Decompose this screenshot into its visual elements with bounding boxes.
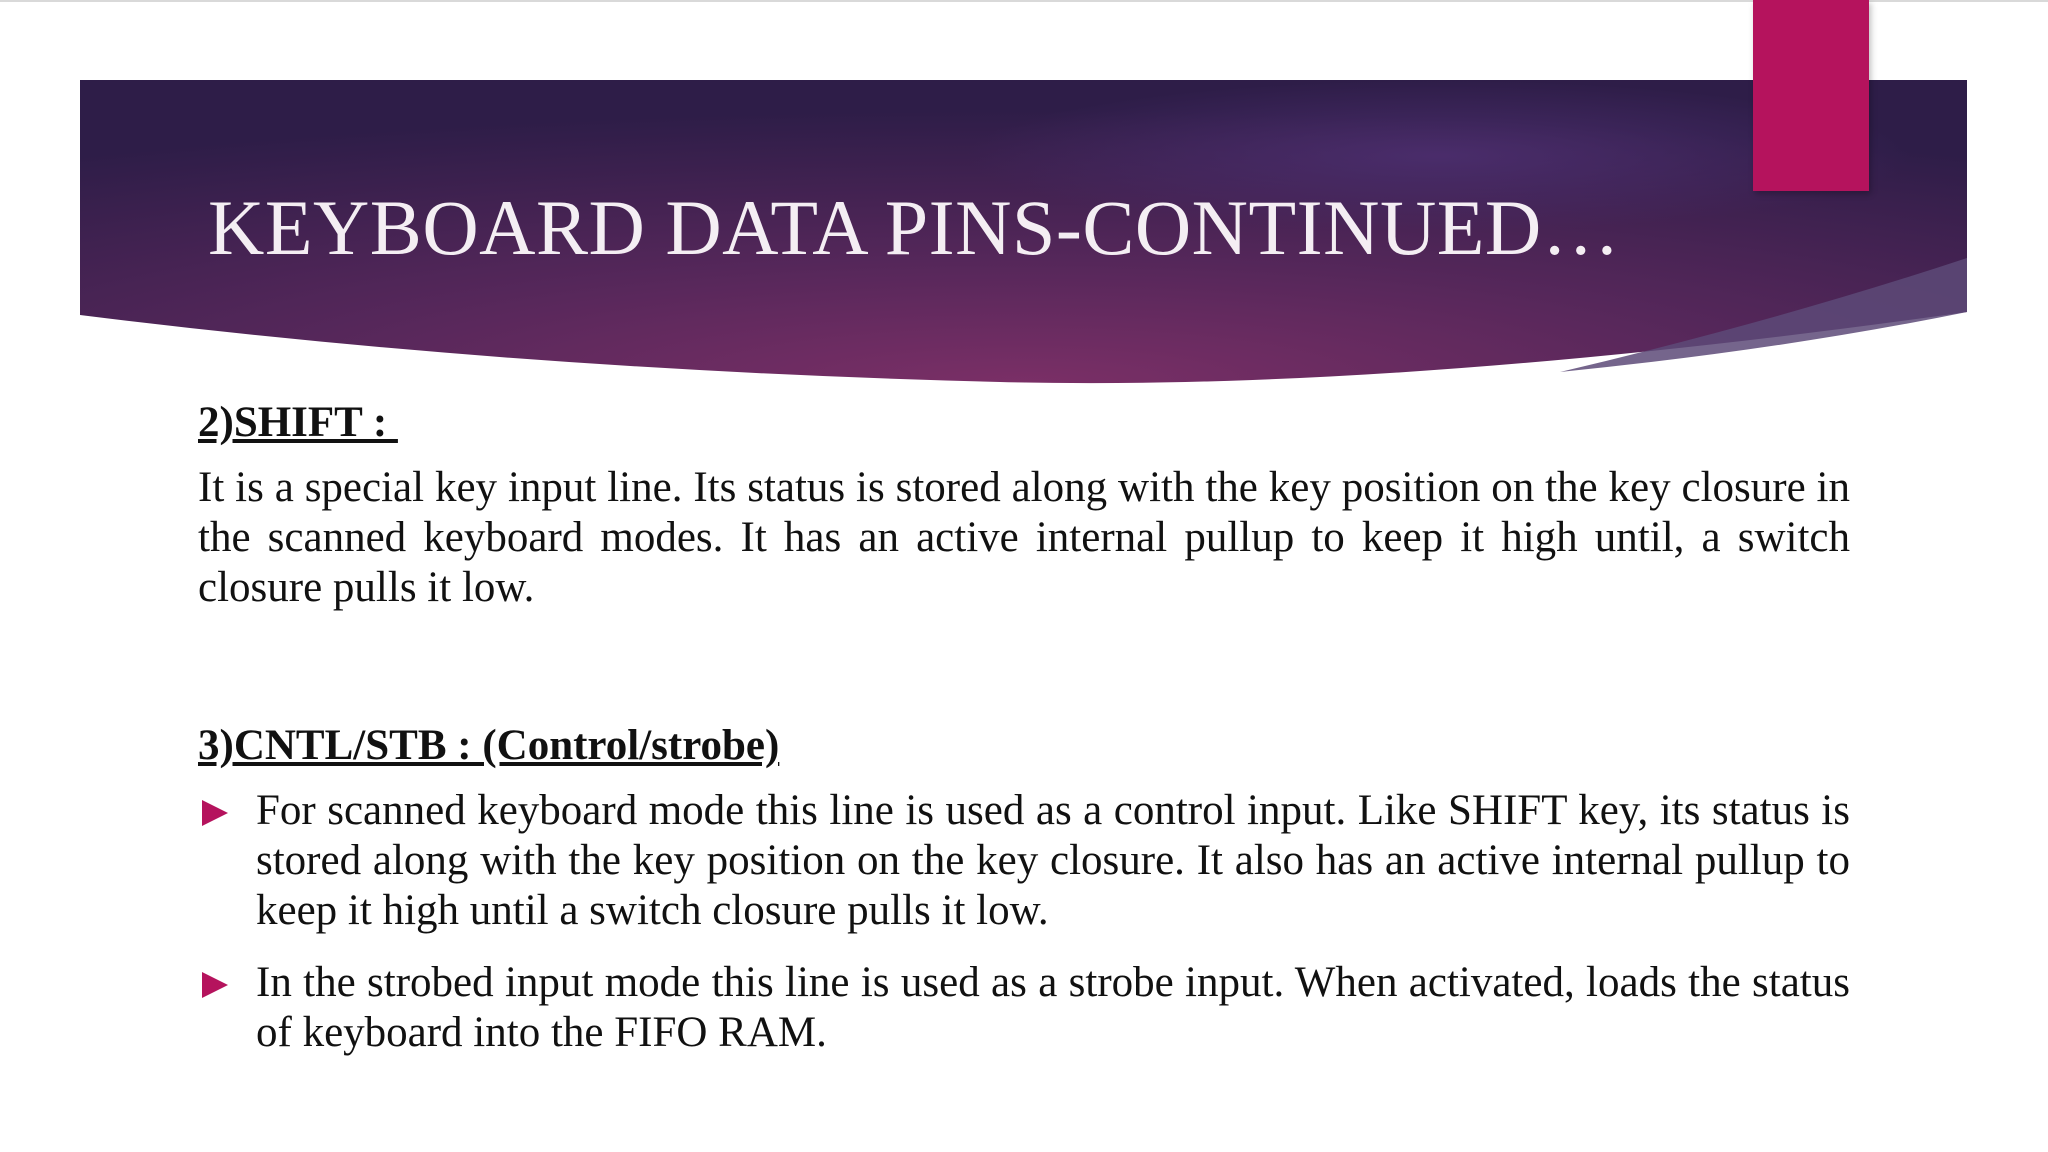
bullet-text: In the strobed input mode this line is used as a strobe input. When activated, loads the status of keyboard into the FIFO RAM. (256, 959, 1850, 1056)
accent-tab (1753, 0, 1869, 191)
cntl-bullet-list (198, 786, 1850, 1058)
section-gap (198, 613, 1850, 718)
cntl-heading: 3)CNTL/STB : (Control/strobe) (198, 722, 780, 769)
slide-content (198, 395, 1850, 1080)
bullet-arrow-icon (202, 800, 228, 826)
shift-description: It is a special key input line. Its status is stored along with the key position on the key closure in the scanned keyboard modes. It has an active internal pullup to keep it high until, a switch closure pulls it low. (198, 464, 1850, 611)
list-item (198, 958, 1850, 1058)
bullet-arrow-icon (202, 972, 228, 998)
slide-title: KEYBOARD DATA PINS-CONTINUED… (208, 184, 1621, 271)
shift-heading: 2)SHIFT : (198, 399, 398, 446)
list-item (198, 786, 1850, 936)
bullet-text: For scanned keyboard mode this line is used as a control input. Like SHIFT key, its status is stored along with the key position on the key closure. It also has an active internal pullup to keep it high until a switch closure pulls it low. (256, 787, 1850, 934)
